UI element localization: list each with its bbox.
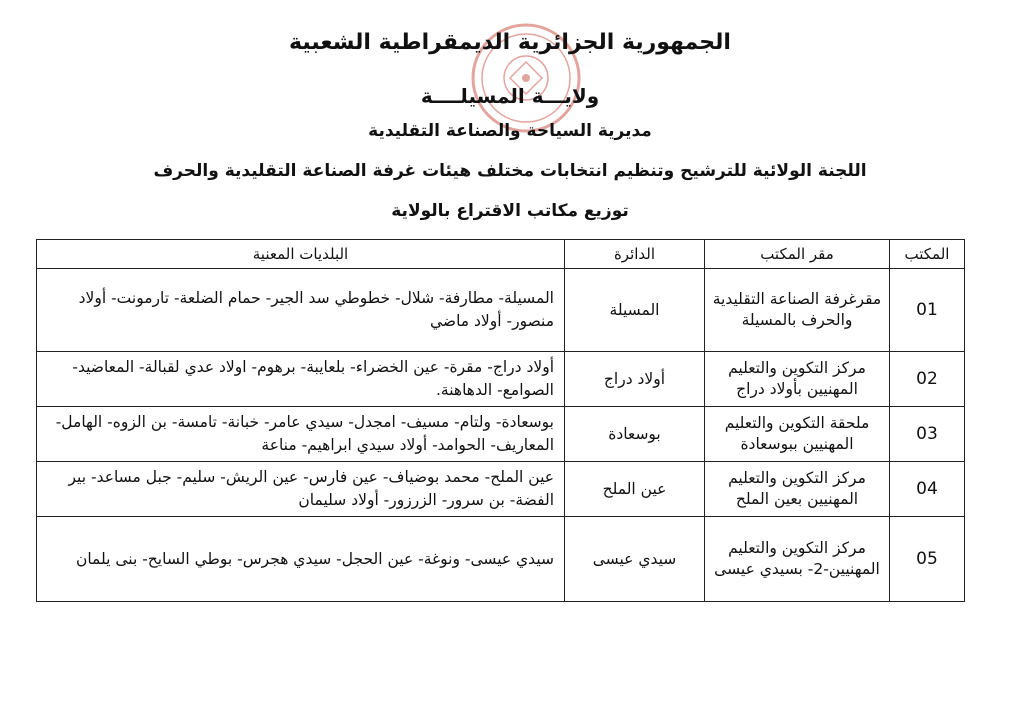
committee-title: اللجنة الولائية للترشيح وتنظيم انتخابات مختلف هيئات غرفة الصناعة التقليدية والحرف [153, 161, 867, 181]
office-number: 02 [890, 352, 965, 407]
office-municipalities: عين الملح- محمد بوضياف- عين فارس- عين الريش- سليم- جبل مساعد- بير الفضة- بن سرور- الزرزور- أولاد سليمان [37, 462, 565, 517]
office-number: 03 [890, 407, 965, 462]
office-seat: مقرغرفة الصناعة التقليدية والحرف بالمسيلة [705, 269, 890, 352]
column-header-office: المكتب [890, 240, 965, 269]
wilaya-title: ولايـــة المسيلــــة [420, 84, 600, 108]
table-header-row [37, 240, 965, 269]
polling-stations-table [36, 239, 965, 602]
office-municipalities: أولاد دراج- مقرة- عين الخضراء- بلعايبة- برهوم- اولاد عدي لقبالة- المعاضيد- الصوامع- الدهاهنة. [37, 352, 565, 407]
table-row [37, 517, 965, 602]
table-row [37, 462, 965, 517]
office-district: بوسعادة [565, 407, 705, 462]
table-row [37, 269, 965, 352]
office-municipalities: بوسعادة- ولتام- مسيف- امجدل- سيدي عامر- خبانة- تامسة- بن الزوه- الهامل- المعاريف- الحوامد- أولاد سيدي ابراهيم- مناعة [37, 407, 565, 462]
office-district: أولاد دراج [565, 352, 705, 407]
office-number: 01 [890, 269, 965, 352]
office-district: عين الملح [565, 462, 705, 517]
republic-title: الجمهورية الجزائرية الديمقراطية الشعبية [289, 30, 731, 55]
office-number: 04 [890, 462, 965, 517]
column-header-municipalities: البلديات المعنية [37, 240, 565, 269]
column-header-district: الدائرة [565, 240, 705, 269]
document-subject: توزيع مكاتب الاقتراع بالولاية [391, 201, 629, 221]
directorate-title: مديرية السياحة والصناعة التقليدية [368, 121, 652, 141]
office-seat: مركز التكوين والتعليم المهنيين-2- بسيدي عيسى [705, 517, 890, 602]
column-header-seat: مقر المكتب [705, 240, 890, 269]
office-number: 05 [890, 517, 965, 602]
table-row [37, 407, 965, 462]
office-district: سيدي عيسى [565, 517, 705, 602]
office-seat: مركز التكوين والتعليم المهنيين بأولاد دراج [705, 352, 890, 407]
office-municipalities: المسيلة- مطارفة- شلال- خطوطي سد الجير- حمام الضلعة- تارمونت- أولاد منصور- أولاد ماضي [37, 269, 565, 352]
table-row [37, 352, 965, 407]
office-district: المسيلة [565, 269, 705, 352]
office-seat: ملحقة التكوين والتعليم المهنيين ببوسعادة [705, 407, 890, 462]
office-seat: مركز التكوين والتعليم المهنيين بعين الملح [705, 462, 890, 517]
office-municipalities: سيدي عيسى- ونوغة- عين الحجل- سيدي هجرس- بوطي السايح- بنى يلمان [37, 517, 565, 602]
